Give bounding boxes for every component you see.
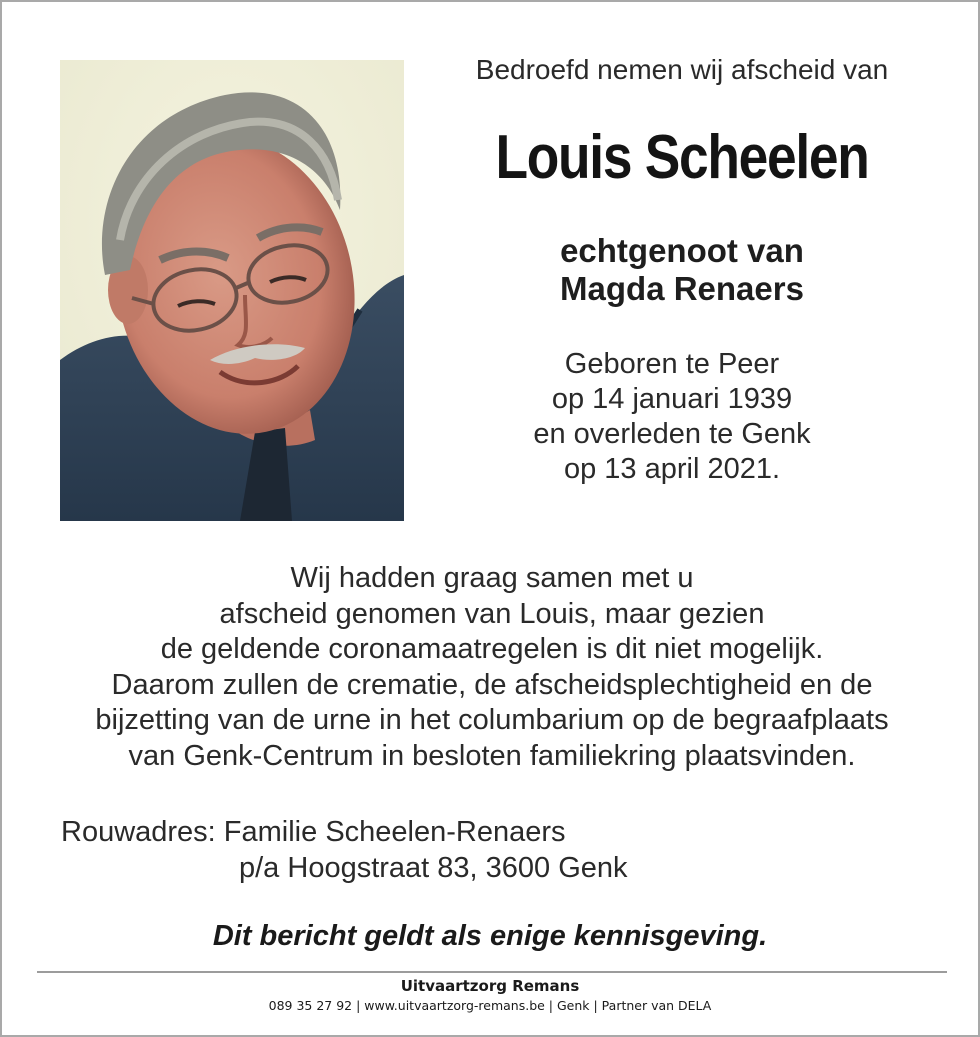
spouse-relation: echtgenoot van bbox=[560, 232, 804, 269]
message-line: Wij hadden graag samen met u bbox=[290, 562, 694, 594]
message-line: afscheid genomen van Louis, maar gezien bbox=[219, 597, 765, 630]
message-line: bijzetting van de urne in het columbarium op de begraafplaats bbox=[95, 704, 889, 736]
message-line: de geldende coronamaatregelen is dit niet mogelijk. bbox=[160, 633, 824, 665]
funeral-home-contact: 089 35 27 92 | www.uitvaartzorg-remans.be | Genk | Partner van DELA bbox=[268, 998, 712, 1013]
intro-text: Bedroefd nemen wij afscheid van bbox=[475, 54, 889, 85]
address-street: p/a Hoogstraat 83, 3600 Genk bbox=[239, 851, 628, 884]
message-line: van Genk-Centrum in besloten familiekring plaatsvinden. bbox=[128, 739, 856, 772]
portrait-photo bbox=[60, 60, 404, 521]
notice-text: Dit bericht geldt als enige kennisgeving. bbox=[212, 920, 768, 952]
birth-date: op 14 januari 1939 bbox=[551, 383, 793, 415]
address-family: Rouwadres: Familie Scheelen-Renaers bbox=[61, 816, 566, 848]
mourning-address bbox=[61, 815, 628, 886]
spouse-name: Magda Renaers bbox=[560, 270, 804, 307]
life-dates bbox=[406, 347, 938, 487]
footer-divider bbox=[37, 971, 947, 973]
funeral-home-name: Uitvaartzorg Remans bbox=[400, 977, 580, 995]
deceased-name: Louis Scheelen bbox=[495, 123, 869, 192]
spouse-block bbox=[406, 232, 958, 308]
death-place: en overleden te Genk bbox=[533, 418, 811, 450]
birth-place: Geboren te Peer bbox=[564, 348, 780, 380]
message-line: Daarom zullen de crematie, de afscheidsplechtigheid en de bbox=[111, 668, 873, 701]
death-date: op 13 april 2021. bbox=[563, 453, 781, 485]
farewell-message bbox=[22, 561, 962, 774]
